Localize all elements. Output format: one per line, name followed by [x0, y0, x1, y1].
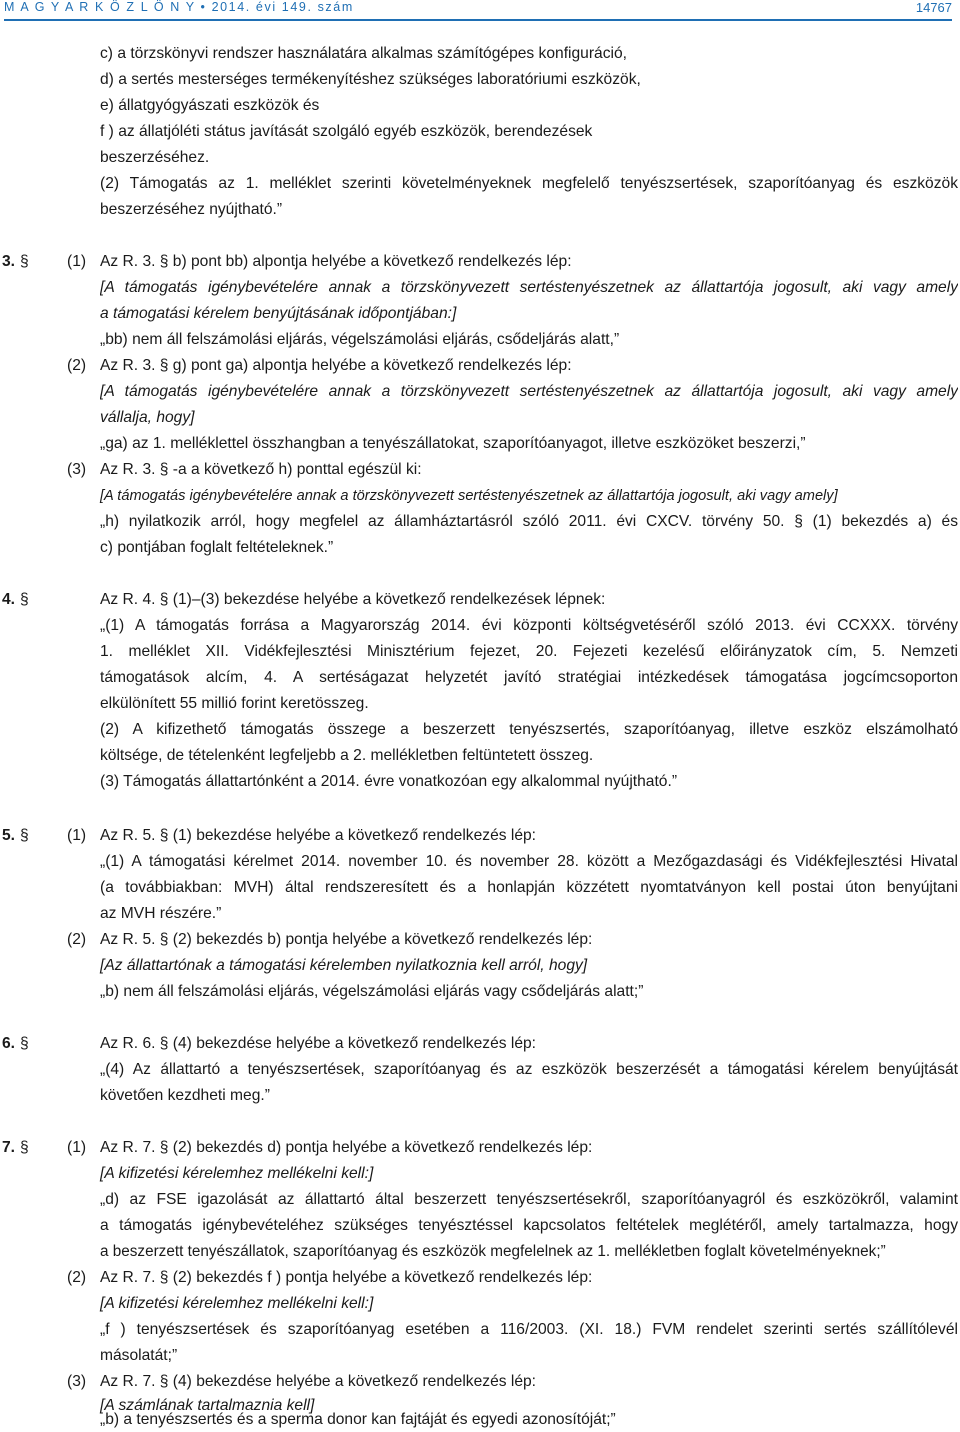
section-symbol: §: [20, 253, 29, 270]
subsection-number: (2): [67, 357, 87, 374]
item-d: d) a sertés mesterséges termékenyítéshez szükséges laboratóriumi eszközök,: [100, 71, 641, 88]
text-line: a beszerzett tenyészállatok, szaporítóanyag és eszközök megfelelnek az 1. mellékletben foglalt követelményeknek;”: [100, 1243, 886, 1260]
subsection-number: (1): [67, 1139, 87, 1156]
section-number: 5.: [2, 827, 16, 844]
text-line: költsége, de tételenként legfeljebb a 2. mellékletben feltüntetett összeg.: [100, 747, 594, 764]
text-line: Az R. 7. § (2) bekezdés f ) pontja helyébe a következő rendelkezés lép:: [100, 1269, 593, 1286]
section-symbol: §: [20, 1139, 29, 1156]
text-line: „ga) az 1. melléklettel összhangban a tenyészállatokat, szaporítóanyagot, illetve eszközöket beszerzi,”: [100, 435, 806, 452]
subsection-number: (1): [67, 253, 87, 270]
text-line: követően kezdheti meg.”: [100, 1087, 270, 1104]
text-line: „bb) nem áll felszámolási eljárás, végelszámolási eljárás, csődeljárás alatt,”: [100, 331, 620, 348]
text-line: [A támogatás igénybevételére annak a törzskönyvezett sertéstenyészetnek az állattartója jogosult, aki vagy amely: [100, 383, 958, 400]
item-c: c) a törzskönyvi rendszer használatára alkalmas számítógépes konfiguráció,: [100, 45, 627, 62]
text-line: „d) az FSE igazolását az állattartó által beszerzett tenyészsertésekről, szaporítóanyagról és eszközökről, valamint: [100, 1191, 958, 1208]
text-line: 1. melléklet XII. Vidékfejlesztési Minisztérium fejezet, 20. Fejezeti kezelésű előirányzatok cím, 5. Nemzeti: [100, 643, 958, 660]
text-line: elkülönített 55 millió forint keretösszeg.: [100, 695, 369, 712]
text-line: [A támogatás igénybevételére annak a törzskönyvezett sertéstenyészetnek az állattartója jogosult, aki vagy amely]: [100, 488, 838, 504]
text-line: „b) a tenyészsertés és a sperma donor kan fajtáját és egyedi azonosítóját;”: [100, 1411, 616, 1428]
text-line: vállalja, hogy]: [100, 409, 195, 426]
subsection-number: (1): [67, 827, 87, 844]
section-number: 7.: [2, 1139, 16, 1156]
text-line: Az R. 3. § b) pont bb) alpontja helyébe a következő rendelkezés lép:: [100, 253, 572, 270]
text-line: Az R. 7. § (2) bekezdés d) pontja helyébe a következő rendelkezés lép:: [100, 1139, 593, 1156]
text-line: a támogatási kérelem benyújtásának időpontjában:]: [100, 305, 457, 322]
section-number: 4.: [2, 591, 16, 608]
item-e: e) állatgyógyászati eszközök és: [100, 97, 320, 114]
text-line: Az R. 5. § (1) bekezdése helyébe a következő rendelkezés lép:: [100, 827, 537, 844]
text-line: Az R. 3. § g) pont ga) alpontja helyébe a következő rendelkezés lép:: [100, 357, 572, 374]
text-line: Az R. 6. § (4) bekezdése helyébe a következő rendelkezés lép:: [100, 1035, 537, 1052]
section-symbol: §: [20, 827, 29, 844]
journal-title: M A G Y A R K Ö Z L Ö N Y • 2014. évi 149. szám: [4, 0, 354, 14]
item-f-cont: beszerzéséhez.: [100, 149, 210, 166]
text-line: (a továbbiakban: MVH) által rendszeresített és a honlapján közzétett nyomtatványon kell postai úton benyújtani: [100, 879, 958, 896]
subsection-number: (3): [67, 461, 87, 478]
header-rule: [4, 19, 952, 21]
text-line: Az R. 4. § (1)–(3) bekezdése helyébe a következő rendelkezések lépnek:: [100, 591, 606, 608]
text-line: „h) nyilatkozik arról, hogy megfelel az államháztartásról szóló 2011. évi CXCV. törvény 50. § (1) bekezdés a) és: [100, 513, 958, 530]
text-line: másolatát;”: [100, 1347, 178, 1364]
text-line: „b) nem áll felszámolási eljárás, végelszámolási eljárás vagy csődeljárás alatt;”: [100, 983, 644, 1000]
paragraph-2-cont: beszerzéséhez nyújtható.”: [100, 201, 283, 218]
text-line: támogatások alcím, 4. A sertéságazat helyzetét javító stratégiai intézkedések támogatása jogcímcsoporton: [100, 669, 958, 686]
text-line: „(1) A támogatás forrása a Magyarország 2014. évi központi költségvetéséről szóló 2013. évi CCXXX. törvény: [100, 617, 958, 634]
text-line: a támogatás igénybevételéhez szükséges tenyésztéssel kapcsolatos feltételek meglétéről, amely tartalmazza, hogy: [100, 1217, 958, 1234]
text-line: „f ) tenyészsertések és szaporítóanyag esetében a 116/2003. (XI. 18.) FVM rendelet szerinti sertés szállítólevél: [100, 1321, 958, 1338]
text-line: c) pontjában foglalt feltételeknek.”: [100, 539, 334, 556]
text-line: (2) A kifizethető támogatás összege a beszerzett tenyészsertés, szaporítóanyag, illetve eszköz elszámolható: [100, 721, 958, 738]
text-line: „(4) Az állattartó a tenyészsertések, szaporítóanyag és az eszközök beszerzését a támogatási kérelem benyújtását: [100, 1061, 958, 1078]
section-number: 3.: [2, 253, 16, 270]
text-line: Az R. 3. § -a a következő h) ponttal egészül ki:: [100, 461, 422, 478]
text-line: [A kifizetési kérelemhez mellékelni kell:]: [100, 1165, 374, 1182]
subsection-number: (2): [67, 1269, 87, 1286]
text-line: [A kifizetési kérelemhez mellékelni kell:]: [100, 1295, 374, 1312]
subsection-number: (2): [67, 931, 87, 948]
page-number: 14767: [915, 0, 952, 15]
section-number: 6.: [2, 1035, 16, 1052]
paragraph-2: (2) Támogatás az 1. melléklet szerinti követelményeknek megfelelő tenyészsertések, szaporítóanyag és eszközök: [100, 175, 958, 192]
text-line: (3) Támogatás állattartónként a 2014. évre vonatkozóan egy alkalommal nyújtható.”: [100, 773, 678, 790]
item-f: f ) az állatjóléti státus javítását szolgáló egyéb eszközök, berendezések: [100, 123, 593, 140]
section-symbol: §: [20, 1035, 29, 1052]
text-line: [A támogatás igénybevételére annak a törzskönyvezett sertéstenyészetnek az állattartója jogosult, aki vagy amely: [100, 279, 958, 296]
section-symbol: §: [20, 591, 29, 608]
text-line: [A számlának tartalmaznia kell]: [100, 1397, 315, 1414]
subsection-number: (3): [67, 1373, 87, 1390]
text-line: „(1) A támogatási kérelmet 2014. november 10. és november 28. között a Mezőgazdasági és Vidékfejlesztési Hivatal: [100, 853, 958, 870]
text-line: [Az állattartónak a támogatási kérelemben nyilatkoznia kell arról, hogy]: [100, 957, 588, 974]
text-line: az MVH részére.”: [100, 905, 222, 922]
text-line: Az R. 7. § (4) bekezdése helyébe a következő rendelkezés lép:: [100, 1373, 537, 1390]
text-line: Az R. 5. § (2) bekezdés b) pontja helyébe a következő rendelkezés lép:: [100, 931, 593, 948]
